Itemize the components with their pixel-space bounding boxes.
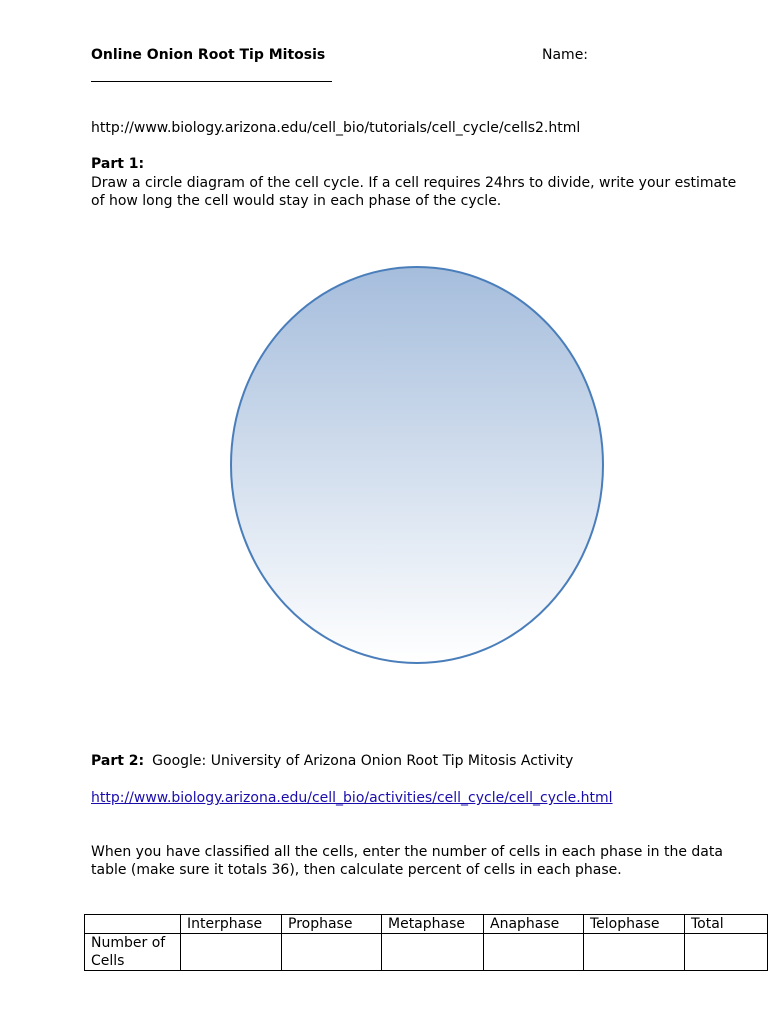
- name-blank-line: [91, 81, 332, 82]
- part2-line: [91, 752, 573, 770]
- tutorial-url: http://www.biology.arizona.edu/cell_bio/tutorials/cell_cycle/cells2.html: [91, 120, 581, 136]
- table-row: [85, 934, 768, 971]
- header-cell: Telophase: [584, 915, 685, 934]
- data-table: [84, 914, 768, 971]
- part2-text: Google: University of Arizona Onion Root Tip Mitosis Activity: [152, 753, 574, 769]
- header-cell-blank: [85, 915, 181, 934]
- name-label: Name:: [542, 47, 589, 63]
- row-label: Number of Cells: [85, 934, 181, 971]
- part2-instructions: When you have classified all the cells, enter the number of cells in each phase in the data table (make sure it totals 36), then calculate percent of cells in each phase.: [91, 844, 723, 878]
- header-cell: Interphase: [181, 915, 282, 934]
- entry-cell-telophase[interactable]: [584, 934, 685, 971]
- entry-cell-metaphase[interactable]: [382, 934, 484, 971]
- entry-cell-interphase[interactable]: [181, 934, 282, 971]
- entry-cell-anaphase[interactable]: [484, 934, 584, 971]
- header-cell: Total: [685, 915, 768, 934]
- cell-cycle-circle: [228, 264, 608, 668]
- activity-link[interactable]: http://www.biology.arizona.edu/cell_bio/activities/cell_cycle/cell_cycle.html: [91, 790, 613, 806]
- page-title: Online Onion Root Tip Mitosis: [91, 47, 326, 63]
- part1-instructions: Draw a circle diagram of the cell cycle. If a cell requires 24hrs to divide, write your estimate of how long the cell would stay in each phase of the cycle.: [91, 175, 737, 209]
- table-header-row: [85, 915, 768, 934]
- header-cell: Prophase: [282, 915, 382, 934]
- entry-cell-prophase[interactable]: [282, 934, 382, 971]
- part2-heading: Part 2:: [91, 753, 145, 769]
- part1-heading: Part 1:: [91, 156, 145, 172]
- header-cell: Anaphase: [484, 915, 584, 934]
- entry-cell-total[interactable]: [685, 934, 768, 971]
- header-cell: Metaphase: [382, 915, 484, 934]
